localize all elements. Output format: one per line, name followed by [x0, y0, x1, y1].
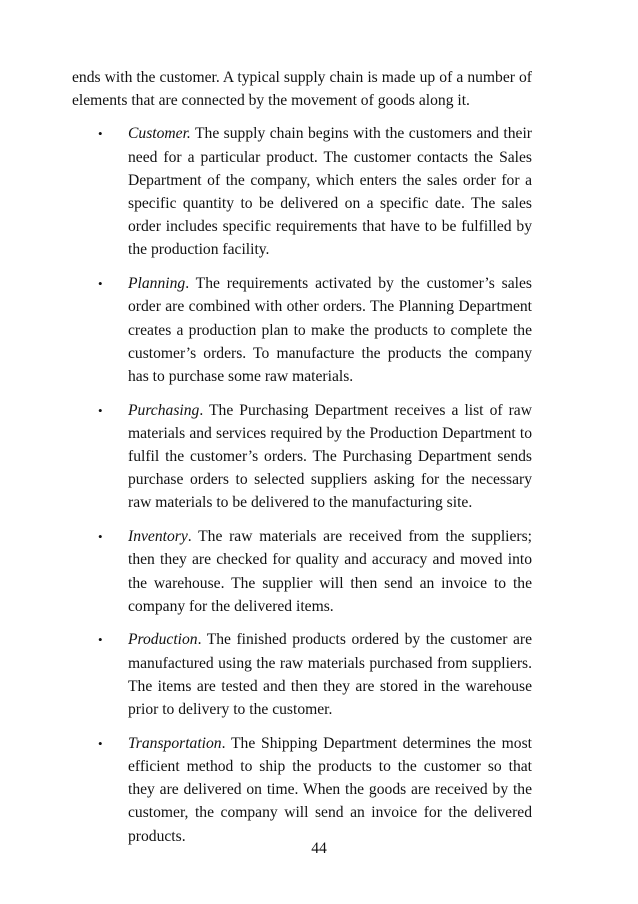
bullet-icon: •: [98, 529, 103, 545]
item-term: Planning: [128, 275, 186, 293]
item-term: Inventory: [128, 528, 188, 546]
list-item-purchasing: [72, 399, 532, 515]
item-text: . The requirements activated by the customer’s sales order are combined with other orders. The Planning Department creates a production plan to make the products to complete the customer’s orders. To manufacture the products the company has to purchase some raw materials.: [128, 275, 532, 385]
list-item-customer: [72, 122, 532, 261]
item-term: Customer.: [128, 125, 191, 143]
item-term: Production: [128, 631, 198, 649]
item-text: . The Purchasing Department receives a list of raw materials and services required by the Production Department to fulfil the customer’s orders. The Purchasing Department sends purchase orders to selected suppliers asking for the necessary raw materials to be delivered to the manufacturing site.: [128, 401, 532, 512]
bullet-icon: •: [98, 402, 103, 418]
item-text: . The raw materials are received from the suppliers; then they are checked for quality and accuracy and moved into the warehouse. The supplier will then send an invoice to the company for the delivered items.: [128, 528, 532, 615]
list-item-inventory: [72, 525, 532, 618]
supply-chain-elements-list: [72, 122, 532, 847]
item-term: Purchasing: [128, 401, 200, 419]
list-item-transportation: [72, 732, 532, 848]
page-body: [72, 66, 532, 858]
bullet-icon: •: [98, 276, 103, 292]
list-item-production: [72, 628, 532, 721]
bullet-icon: •: [98, 632, 103, 648]
bullet-icon: •: [98, 126, 103, 142]
item-term: Transportation: [128, 734, 222, 752]
item-text: . The Shipping Department determines the most efficient method to ship the products to the customer so that they are delivered on time. When the goods are received by the customer, the company will send an invoice for the delivered products.: [128, 734, 532, 845]
item-text: The supply chain begins with the customers and their need for a particular product. The customer contacts the Sales Department of the company, which enters the sales order for a specific quantity to be delivered on a specific date. The sales order includes specific requirements that have to be fulfilled by the production facility.: [128, 125, 532, 259]
list-item-planning: [72, 272, 532, 388]
page-number: 44: [311, 840, 327, 857]
intro-paragraph: ends with the customer. A typical supply chain is made up of a number of elements that are connected by the movement of goods along it.: [72, 69, 532, 110]
item-text: . The finished products ordered by the customer are manufactured using the raw materials purchased from suppliers. The items are tested and then they are stored in the warehouse prior to delivery to the customer.: [128, 631, 532, 719]
bullet-icon: •: [98, 735, 103, 751]
